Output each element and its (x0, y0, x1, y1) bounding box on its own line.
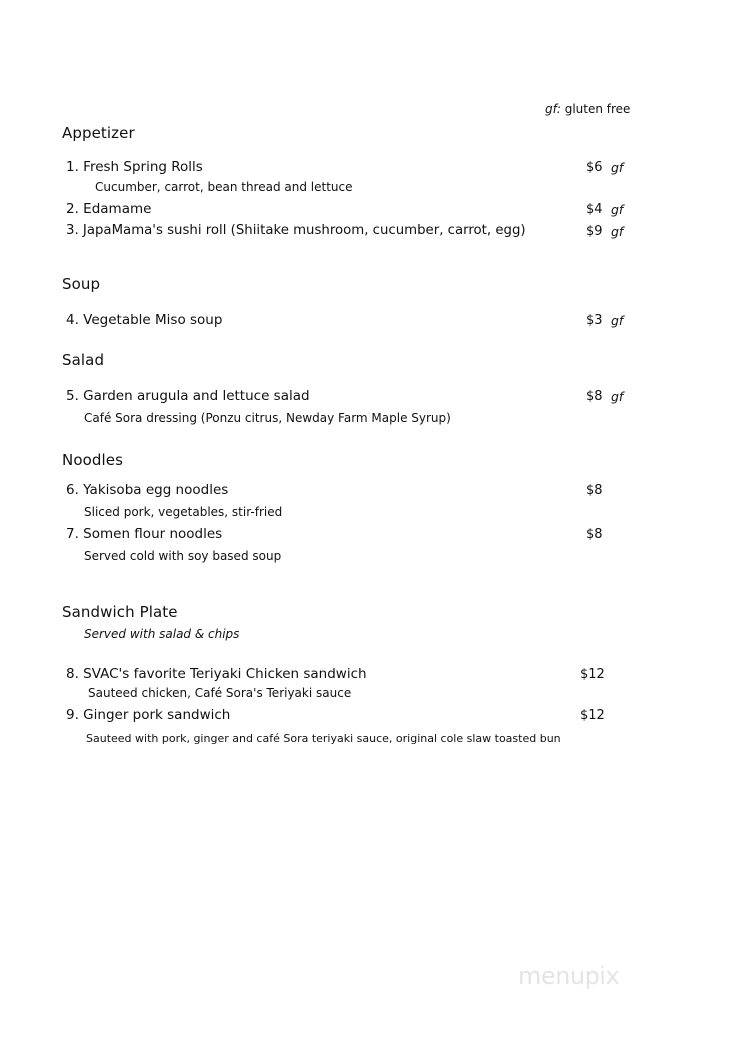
item-3-price: $9 (586, 224, 603, 239)
item-1-gf-badge: gf (611, 160, 624, 175)
item-3-name: 3. JapaMama's sushi roll (Shiitake mushroom, cucumber, carrot, egg) (66, 223, 526, 238)
item-3-gf-badge: gf (611, 224, 624, 239)
section-title-soup: Soup (62, 275, 101, 293)
item-9-price: $12 (580, 708, 605, 723)
item-4-gf-badge: gf (611, 313, 624, 328)
item-2-name: 2. Edamame (66, 201, 152, 217)
item-9-description: Sauteed with pork, ginger and café Sora teriyaki sauce, original cole slaw toasted bun (86, 732, 561, 745)
item-1-description: Cucumber, carrot, bean thread and lettuce (95, 180, 353, 194)
item-4-price: $3 (586, 313, 603, 328)
item-8-description: Sauteed chicken, Café Sora's Teriyaki sauce (88, 686, 352, 700)
menupix-watermark: menupix (518, 962, 620, 990)
legend-text: gluten free (564, 102, 631, 116)
item-6-description: Sliced pork, vegetables, stir-fried (84, 505, 283, 519)
item-5-gf-badge: gf (611, 389, 624, 404)
section-title-appetizer: Appetizer (62, 124, 135, 142)
item-2-price: $4 (586, 202, 603, 217)
item-8-name: 8. SVAC's favorite Teriyaki Chicken sandwich (66, 666, 367, 682)
item-8-price: $12 (580, 667, 605, 682)
item-5-name: 5. Garden arugula and lettuce salad (66, 388, 310, 404)
item-5-price: $8 (586, 389, 603, 404)
section-title-noodles: Noodles (62, 451, 124, 469)
item-1-name: 1. Fresh Spring Rolls (66, 159, 203, 175)
item-7-description: Served cold with soy based soup (84, 549, 282, 563)
item-7-name: 7. Somen flour noodles (66, 526, 223, 542)
item-4-name: 4. Vegetable Miso soup (66, 312, 223, 328)
item-6-price: $8 (586, 483, 603, 498)
item-9-name: 9. Ginger pork sandwich (66, 707, 231, 723)
item-1-price: $6 (586, 160, 603, 175)
legend-abbreviation: gf: (545, 102, 561, 116)
section-title-salad: Salad (62, 351, 105, 369)
item-5-description: Café Sora dressing (Ponzu citrus, Newday Farm Maple Syrup) (84, 411, 451, 425)
item-6-name: 6. Yakisoba egg noodles (66, 482, 229, 498)
item-2-gf-badge: gf (611, 202, 624, 217)
gluten-free-legend (545, 102, 630, 116)
section-note-sandwich-plate: Served with salad & chips (84, 627, 240, 641)
section-title-sandwich-plate: Sandwich Plate (62, 603, 178, 621)
item-7-price: $8 (586, 527, 603, 542)
